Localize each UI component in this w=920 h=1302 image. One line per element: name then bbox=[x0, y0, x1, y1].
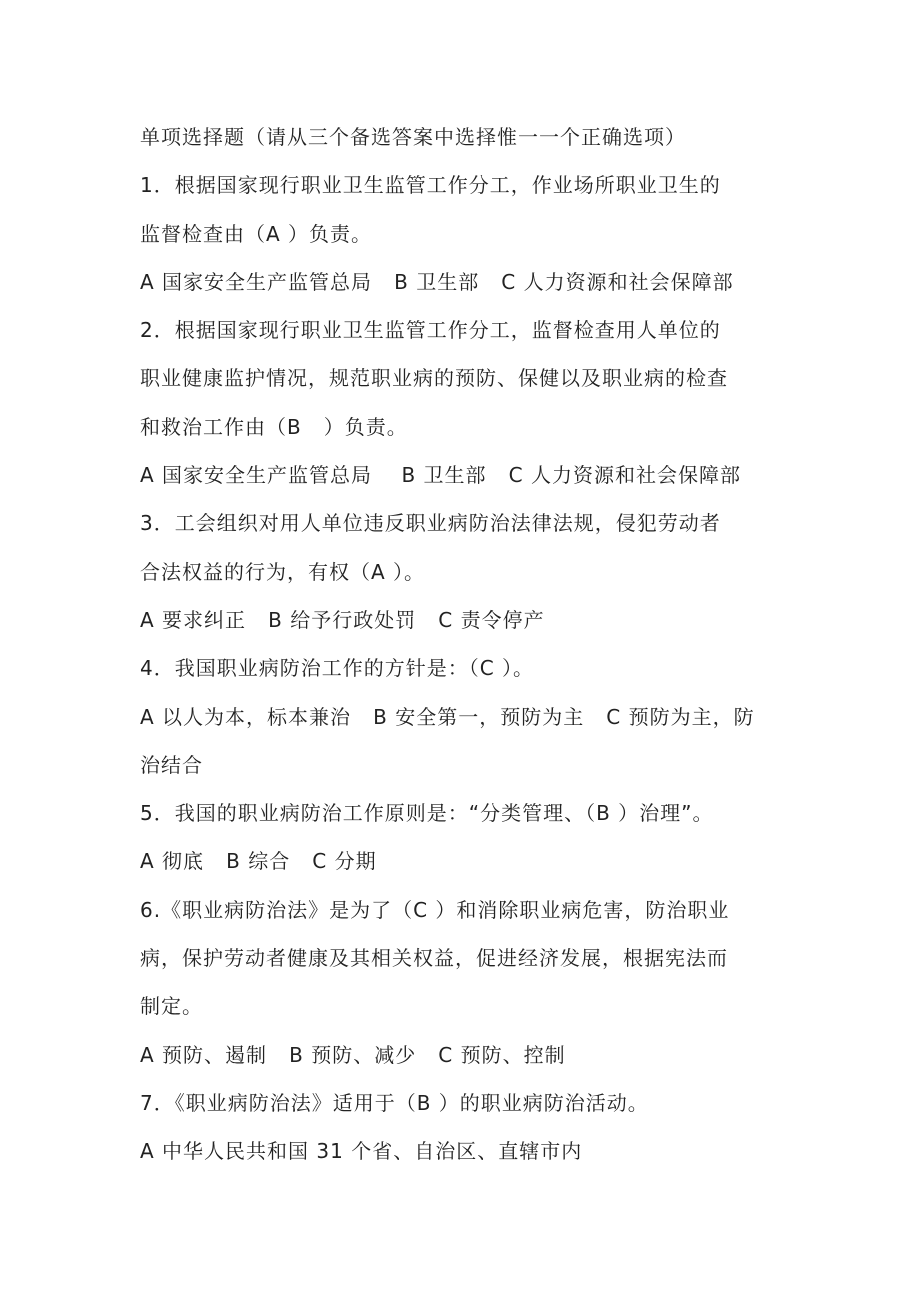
question-2-text-line-3: 和救治工作由（B ）负责。 bbox=[140, 414, 408, 439]
question-3-text-line-1: 3．工会组织对用人单位违反职业病防治法律法规，侵犯劳动者 bbox=[140, 511, 721, 536]
question-1-text-line-2: 监督检查由（A ）负责。 bbox=[140, 221, 373, 246]
question-5-text: 5．我国的职业病防治工作原则是：“分类管理、（B ）治理”。 bbox=[140, 801, 714, 826]
question-6-text-line-1: 6.《职业病防治法》是为了（C ）和消除职业病危害，防治职业 bbox=[140, 897, 730, 922]
question-5-options: A 彻底 B 综合 C 分期 bbox=[140, 849, 377, 874]
question-4-options-line-2: 治结合 bbox=[140, 752, 203, 777]
question-2-text-line-1: 2．根据国家现行职业卫生监管工作分工，监督检查用人单位的 bbox=[140, 318, 721, 343]
section-heading: 单项选择题（请从三个备选答案中选择惟一一个正确选项） bbox=[140, 125, 686, 149]
question-6-text-line-2: 病，保护劳动者健康及其相关权益，促进经济发展，根据宪法而 bbox=[140, 946, 728, 971]
question-3-options: A 要求纠正 B 给予行政处罚 C 责令停产 bbox=[140, 607, 545, 632]
question-1-options: A 国家安全生产监管总局 B 卫生部 C 人力资源和社会保障部 bbox=[140, 269, 734, 294]
question-2-options: A 国家安全生产监管总局 B 卫生部 C 人力资源和社会保障部 bbox=[140, 463, 741, 488]
question-3-text-line-2: 合法权益的行为，有权（A ）。 bbox=[140, 559, 426, 584]
question-2-text-line-2: 职业健康监护情况，规范职业病的预防、保健以及职业病的检查 bbox=[140, 366, 728, 391]
question-4-options-line-1: A 以人为本，标本兼治 B 安全第一，预防为主 C 预防为主，防 bbox=[140, 704, 755, 729]
question-7-text: 7．《职业病防治法》适用于（B ）的职业病防治活动。 bbox=[140, 1090, 649, 1115]
question-6-text-line-3: 制定。 bbox=[140, 994, 203, 1019]
question-4-text: 4．我国职业病防治工作的方针是：（C ）。 bbox=[140, 656, 535, 681]
question-1-text-line-1: 1．根据国家现行职业卫生监管工作分工，作业场所职业卫生的 bbox=[140, 173, 721, 198]
question-6-options: A 预防、遏制 B 预防、减少 C 预防、控制 bbox=[140, 1042, 566, 1067]
question-7-option-a: A 中华人民共和国 31 个省、自治区、直辖市内 bbox=[140, 1139, 583, 1164]
document-body bbox=[140, 113, 785, 1176]
